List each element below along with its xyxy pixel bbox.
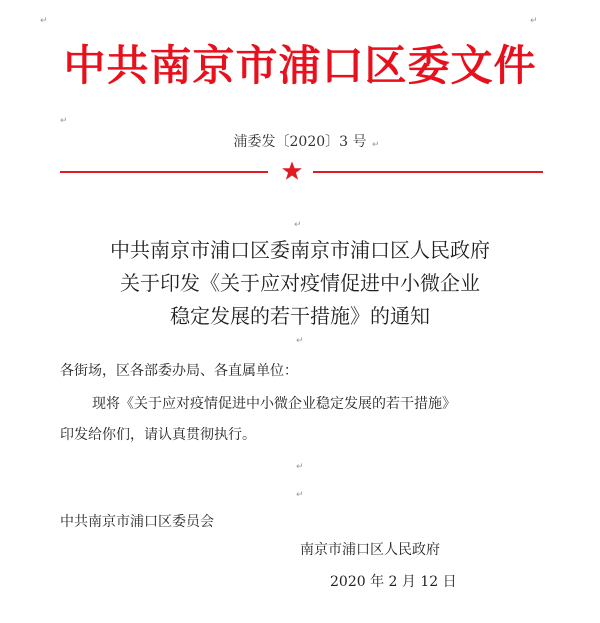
paragraph-mark: ↵: [296, 336, 304, 346]
body-paragraph-line-1: 现将《关于应对疫情促进中小微企业稳定发展的若干措施》: [92, 396, 456, 412]
title-line-2: 关于印发《关于应对疫情促进中小微企业: [120, 271, 480, 295]
paragraph-mark: ↵: [296, 490, 304, 500]
paragraph-mark: ↵: [40, 16, 48, 26]
red-rule-left: [60, 171, 268, 173]
paragraph-mark: ↵: [294, 220, 302, 230]
document-masthead: 中共南京市浦口区委文件: [63, 41, 537, 90]
issue-date: 2020 年 2 月 12 日: [330, 574, 457, 590]
signatory-district-government: 南京市浦口区人民政府: [300, 542, 440, 558]
red-star-icon: [281, 160, 303, 182]
body-paragraph-line-2: 印发给你们，请认真贯彻执行。: [60, 427, 256, 443]
title-line-3: 稳定发展的若干措施》的通知: [170, 304, 430, 328]
paragraph-mark: ↵: [296, 462, 304, 472]
paragraph-mark: ↵: [530, 16, 538, 26]
paragraph-mark: ↵: [60, 116, 68, 126]
paragraph-mark: ↵: [372, 140, 380, 150]
title-line-1: 中共南京市浦口区委南京市浦口区人民政府: [110, 238, 490, 262]
salutation: 各街场，区各部委办局、各直属单位：: [60, 363, 298, 379]
document-number: 浦委发〔2020〕3 号: [233, 134, 367, 150]
signatory-party-committee: 中共南京市浦口区委员会: [60, 514, 214, 530]
document-title: [0, 234, 600, 333]
red-rule-right: [313, 171, 543, 173]
